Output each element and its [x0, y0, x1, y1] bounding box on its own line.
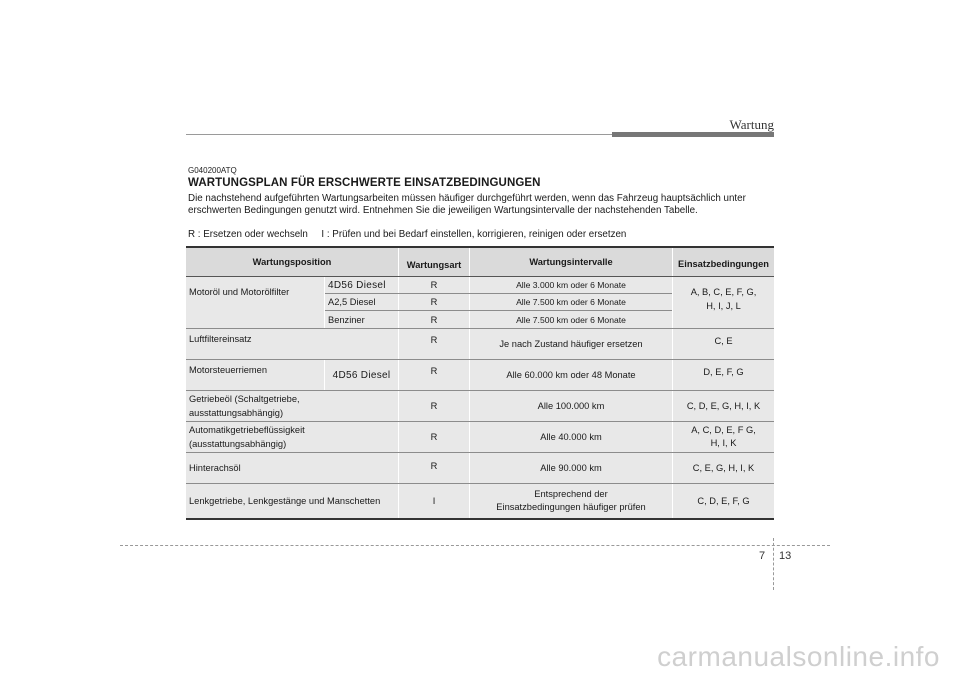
- row-steer-conditions: [673, 484, 774, 518]
- row-separator: [186, 390, 774, 391]
- chapter-number: 7: [759, 550, 766, 562]
- header-interval: [470, 248, 672, 276]
- row-belt-conditions: [673, 360, 774, 390]
- row-oil-conditions-text: A, B, C, E, F, G, H, I, J, L: [690, 286, 757, 311]
- header-conditions-label: Einsatzbedingungen: [678, 259, 769, 269]
- header-interval-label: Wartungsintervalle: [529, 257, 613, 267]
- row-oil-item: [186, 277, 324, 328]
- row-separator: [186, 483, 774, 484]
- row-axle-item: [186, 453, 398, 483]
- row-steer-type: [399, 484, 469, 518]
- row-oil-interval-2: [470, 294, 672, 310]
- row-air-conditions-text: C, E: [714, 336, 733, 346]
- intro-paragraph: Die nachstehend aufgeführten Wartungsarbeiten müssen häufiger durchgeführt werden, wenn das Fahrzeug hauptsächlich unter erschwerten Bedingungen genutzt wird. Entnehmen Sie die jeweiligen Wartungsintervalle der nachstehenden Tabelle.: [188, 193, 746, 216]
- row-belt-engine: [325, 360, 398, 390]
- row-belt-conditions-text: D, E, F, G: [703, 367, 744, 377]
- row-axle-conditions-text: C, E, G, H, I, K: [692, 463, 755, 473]
- row-separator: [186, 421, 774, 422]
- row-separator: [325, 293, 672, 294]
- row-belt-item-text: Motorsteuerriemen: [189, 365, 268, 375]
- watermark: carmanualsonline.info: [657, 641, 940, 672]
- row-axle-item-text: Hinterachsöl: [189, 463, 241, 473]
- row-air-item: [186, 329, 398, 359]
- row-oil-interval-3: [470, 311, 672, 328]
- row-belt-item: [186, 360, 324, 390]
- page-heading: WARTUNGSPLAN FÜR ERSCHWERTE EINSATZBEDINGUNGEN: [188, 177, 541, 189]
- row-gear-item-text: Getriebeöl (Schaltgetriebe, ausstattungsabhängig): [189, 394, 300, 418]
- row-oil-type-3: [399, 311, 469, 328]
- row-axle-type-text: R: [430, 461, 438, 471]
- row-separator: [186, 359, 774, 360]
- row-oil-item-text: Motoröl und Motorölfilter: [189, 286, 290, 297]
- row-gear-type: [399, 391, 469, 421]
- row-gear-interval: [470, 391, 672, 421]
- row-belt-engine-text: 4D56 Diesel: [332, 369, 391, 381]
- row-belt-interval: [470, 360, 672, 390]
- row-atf-item-text: Automatikgetriebeflüssigkeit (ausstattungsabhängig): [189, 425, 305, 449]
- row-oil-conditions: [673, 277, 774, 328]
- row-belt-interval-text: Alle 60.000 km oder 48 Monate: [506, 370, 636, 380]
- row-oil-engine-1: [325, 277, 398, 293]
- row-oil-type-2: [399, 294, 469, 310]
- row-separator: [186, 452, 774, 453]
- row-atf-interval-text: Alle 40.000 km: [540, 432, 602, 442]
- row-gear-conditions-text: C, D, E, G, H, I, K: [686, 401, 761, 411]
- section-title: Wartung: [729, 117, 774, 132]
- row-steer-interval: [470, 484, 672, 518]
- footer-rule: [120, 545, 830, 546]
- row-air-type: [399, 329, 469, 359]
- row-oil-type-1: [399, 277, 469, 293]
- row-steer-interval-text: Entsprechend der Einsatzbedingungen häufiger prüfen: [496, 489, 646, 512]
- row-atf-type: [399, 422, 469, 452]
- row-air-type-text: R: [430, 335, 438, 345]
- row-atf-conditions-text: A, C, D, E, F G, H, I, K: [691, 425, 756, 448]
- row-oil-engine-2-text: A2,5 Diesel: [328, 297, 376, 307]
- row-belt-type: [399, 360, 469, 390]
- row-oil-type-1-text: R: [430, 280, 438, 290]
- header-conditions: [673, 248, 774, 276]
- row-axle-interval: [470, 453, 672, 483]
- row-atf-type-text: R: [430, 432, 438, 442]
- row-steer-item: [186, 484, 398, 518]
- row-oil-engine-1-text: 4D56 Diesel: [328, 279, 386, 291]
- row-atf-conditions: [673, 422, 774, 452]
- legend-text: R : Ersetzen oder wechseln I : Prüfen und bei Bedarf einstellen, korrigieren, reinigen oder ersetzen: [188, 229, 627, 240]
- row-oil-interval-2-text: Alle 7.500 km oder 6 Monate: [516, 297, 626, 307]
- row-gear-conditions: [673, 391, 774, 421]
- footer-divider: [773, 538, 774, 590]
- row-atf-item: [186, 422, 398, 452]
- header-rule-accent: [612, 132, 774, 137]
- header-position-label: Wartungsposition: [252, 257, 332, 267]
- row-separator: [186, 328, 774, 329]
- row-belt-type-text: R: [430, 366, 438, 376]
- header-type-label: Wartungsart: [406, 260, 462, 270]
- row-air-conditions: [673, 329, 774, 359]
- table-bottom-border: [186, 518, 774, 520]
- row-atf-interval: [470, 422, 672, 452]
- header-separator: [186, 276, 774, 277]
- row-oil-interval-1: [470, 277, 672, 293]
- header-type: [399, 248, 469, 276]
- row-oil-engine-2: [325, 294, 398, 310]
- header-position: [186, 248, 398, 276]
- row-axle-conditions: [673, 453, 774, 483]
- row-steer-conditions-text: C, D, E, F, G: [697, 496, 750, 506]
- row-oil-engine-3-text: Benziner: [328, 314, 365, 325]
- row-oil-interval-3-text: Alle 7.500 km oder 6 Monate: [516, 314, 626, 325]
- maintenance-table: [186, 246, 774, 520]
- row-axle-interval-text: Alle 90.000 km: [540, 463, 602, 473]
- row-air-interval: [470, 329, 672, 359]
- page-number: 13: [779, 550, 792, 562]
- row-air-interval-text: Je nach Zustand häufiger ersetzen: [499, 339, 643, 349]
- row-gear-type-text: R: [430, 401, 438, 411]
- row-axle-type: [399, 453, 469, 483]
- doc-code: G040200ATQ: [188, 166, 237, 175]
- row-air-item-text: Luftfiltereinsatz: [189, 334, 252, 344]
- row-steer-type-text: I: [432, 496, 436, 506]
- row-steer-item-text: Lenkgetriebe, Lenkgestänge und Manschetten: [189, 496, 381, 506]
- row-gear-item: [186, 391, 398, 421]
- row-separator: [325, 310, 672, 311]
- row-oil-type-2-text: R: [430, 297, 438, 307]
- row-oil-type-3-text: R: [430, 314, 438, 325]
- row-gear-interval-text: Alle 100.000 km: [537, 401, 605, 411]
- row-oil-engine-3: [325, 311, 398, 328]
- row-oil-interval-1-text: Alle 3.000 km oder 6 Monate: [516, 280, 626, 290]
